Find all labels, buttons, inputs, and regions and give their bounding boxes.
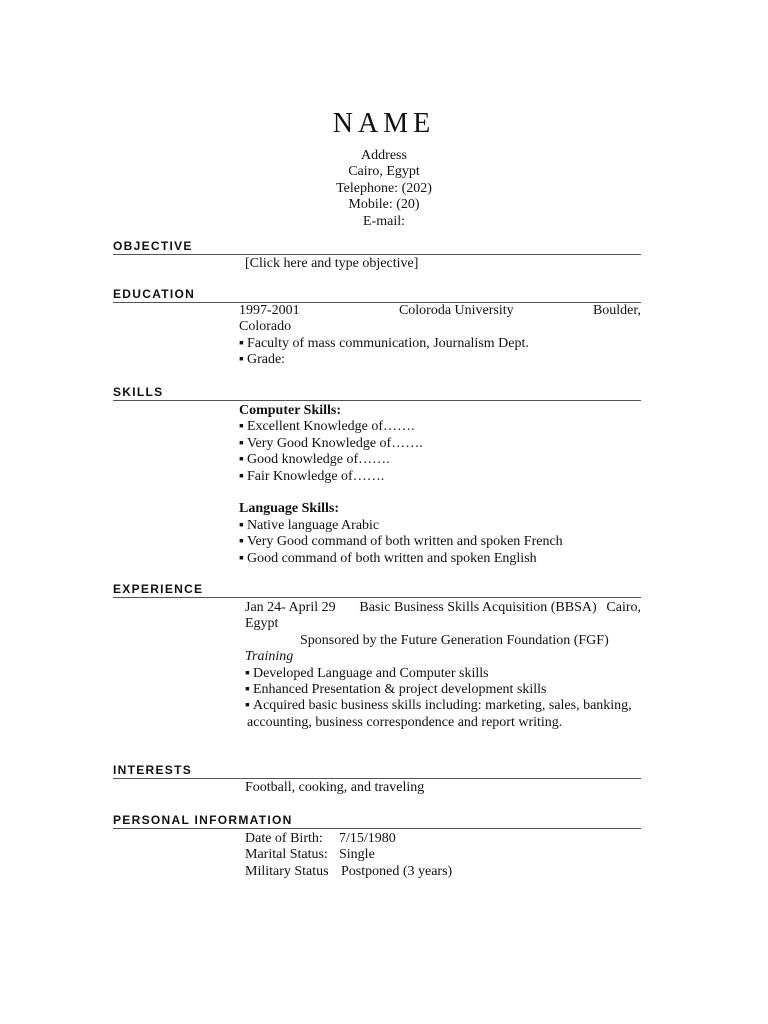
education-section: [239, 303, 641, 369]
list-item: ▪ Excellent Knowledge of…….: [239, 419, 641, 435]
interests-heading: INTERESTS: [113, 763, 641, 779]
education-school: Coloroda University: [398, 303, 514, 318]
email-line: E-mail:: [363, 213, 405, 229]
dob-label: Date of Birth:: [245, 831, 323, 846]
education-years: 1997-2001: [239, 303, 300, 318]
skills-section: [239, 403, 641, 567]
objective-text[interactable]: [Click here and type objective]: [245, 256, 419, 271]
telephone-line: Telephone: (202): [336, 180, 432, 196]
experience-sponsor: Sponsored by the Future Generation Foundation (FGF): [300, 632, 609, 648]
list-item: ▪ Fair Knowledge of…….: [239, 469, 641, 485]
computer-skills-heading: Computer Skills:: [239, 403, 342, 418]
objective-section: [245, 256, 647, 272]
language-skills-heading: Language Skills:: [239, 501, 339, 517]
dob-value: 7/15/1980: [339, 831, 396, 846]
skills-heading: SKILLS: [113, 385, 641, 401]
experience-section: [245, 600, 641, 731]
experience-header-line: [245, 600, 641, 616]
spacer: [239, 485, 641, 501]
education-heading: EDUCATION: [113, 287, 641, 303]
education-state: Colorado: [239, 319, 292, 335]
marital-row: [245, 847, 647, 863]
list-item-continuation: accounting, business correspondence and report writing.: [247, 714, 563, 730]
city-line: Cairo, Egypt: [348, 164, 420, 180]
resume-header: [0, 108, 768, 230]
education-header-line: [239, 303, 641, 319]
list-item: ▪ Developed Language and Computer skills: [245, 666, 641, 682]
personal-info-section: [245, 831, 647, 880]
experience-heading: EXPERIENCE: [113, 582, 641, 598]
list-item: ▪ Native language Arabic: [239, 518, 641, 534]
marital-label: Marital Status:: [245, 847, 328, 863]
military-label: Military Status: [245, 863, 329, 879]
interests-section: [245, 780, 647, 796]
candidate-name: NAME: [332, 108, 436, 139]
education-city: Boulder,: [592, 303, 641, 318]
dob-row: [245, 831, 647, 847]
list-item: ▪ Faculty of mass communication, Journalism Dept.: [239, 336, 641, 352]
list-item: ▪ Good knowledge of…….: [239, 452, 641, 468]
experience-program: Basic Business Skills Acquisition (BBSA): [359, 600, 597, 615]
interests-text: Football, cooking, and traveling: [245, 780, 425, 795]
list-item: ▪ Very Good Knowledge of…….: [239, 436, 641, 452]
personal-info-heading: PERSONAL INFORMATION: [113, 813, 641, 829]
address-line: Address: [361, 148, 407, 163]
experience-dates: Jan 24- April 29: [245, 600, 336, 615]
military-value: Postponed (3 years): [341, 863, 453, 879]
list-item: ▪ Grade:: [239, 352, 641, 368]
experience-type: Training: [245, 649, 294, 665]
list-item: ▪ Good command of both written and spoken English: [239, 551, 641, 567]
military-row: [245, 864, 647, 880]
list-item: ▪ Enhanced Presentation & project development skills: [245, 682, 641, 698]
list-item: ▪ Acquired basic business skills including: marketing, sales, banking,: [245, 698, 641, 714]
objective-heading: OBJECTIVE: [113, 239, 641, 255]
marital-value: Single: [339, 847, 375, 863]
experience-city: Cairo,: [606, 600, 641, 615]
mobile-line: Mobile: (20): [348, 197, 420, 213]
experience-country: Egypt: [245, 616, 279, 632]
list-item: ▪ Very Good command of both written and spoken French: [239, 534, 641, 550]
